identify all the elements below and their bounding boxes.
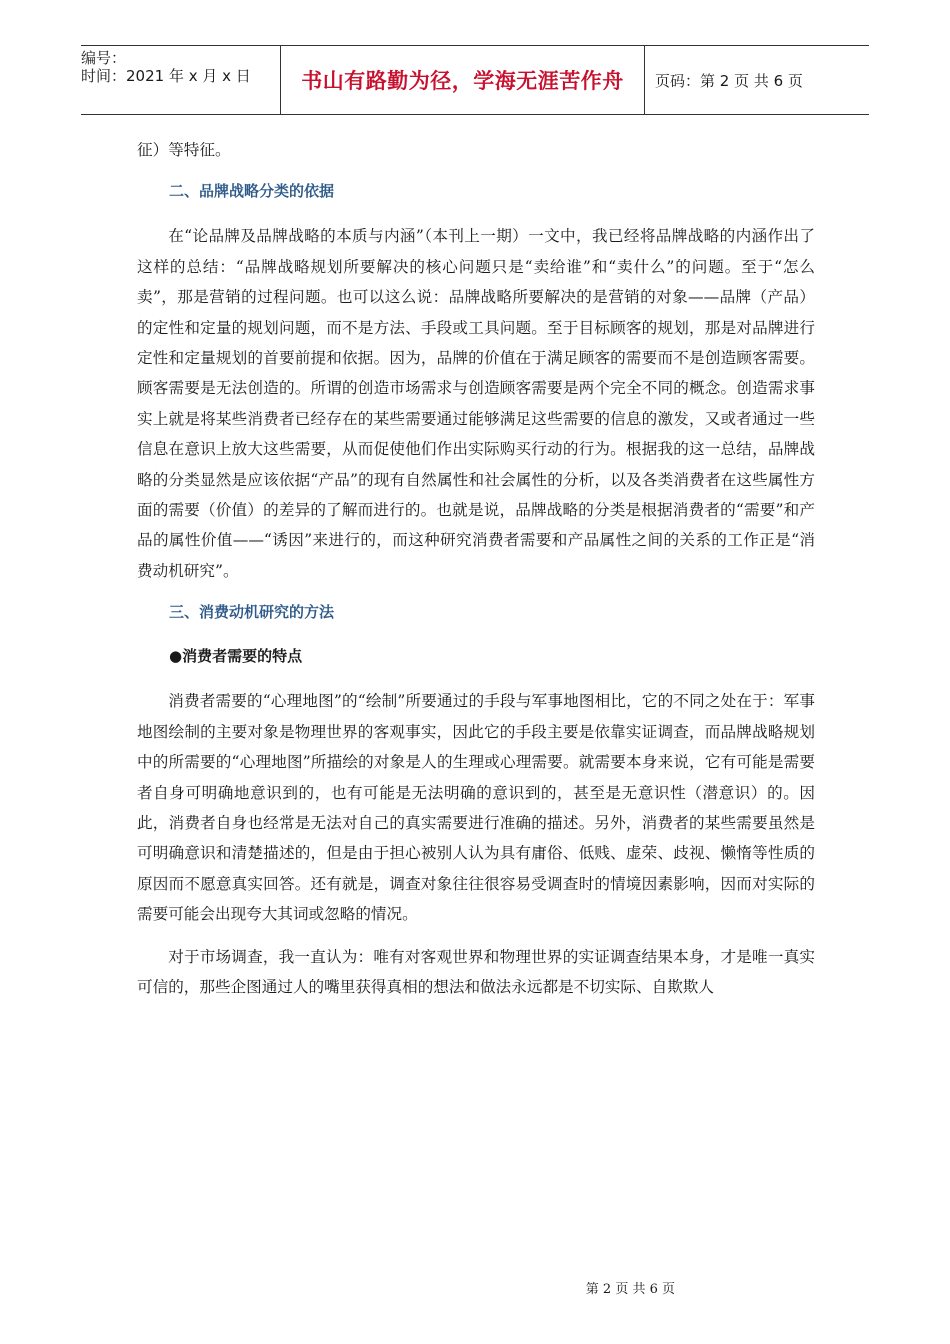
footer-page-label: 第 2 页 共 6 页 bbox=[585, 1282, 675, 1297]
page-header bbox=[81, 45, 869, 115]
section-heading-2: 二、品牌战略分类的依据 bbox=[169, 182, 335, 201]
header-page-label: 页码：第 2 页 共 6 页 bbox=[655, 71, 803, 90]
paragraph-market-research: 对于市场调查，我一直认为：唯有对客观世界和物理世界的实证调查结果本身，才是唯一真实可信的，那些企图通过人的嘴里获得真相的想法和做法永远都是不切实际、自欺欺人 bbox=[137, 947, 815, 996]
paragraph-brand-strategy: 在“论品牌及品牌战略的本质与内涵”（本刊上一期）一文中，我已经将品牌战略的内涵作出了这样的总结：“品牌战略规划所要解决的核心问题只是“卖给谁”和“卖什么”的问题。至于“怎么卖”，那是营销的过程问题。也可以这么说：品牌战略所要解决的是营销的对象——品牌（产品）的定性和定量的规划问题，而不是方法、手段或工具问题。至于目标顾客的规划，那是对品牌进行定性和定量规划的首要前提和依据。因为，品牌的价值在于满足顾客的需要而不是创造顾客需要。顾客需要是无法创造的。所谓的创造市场需求与创造顾客需要是两个完全不同的概念。创造需求事实上就是将某些消费者已经存在的某些需要通过能够满足这些需要的信息的激发，又或者通过一些信息在意识上放大这些需要，从而促使他们作出实际购买行动的行为。根据我的这一总结，品牌战略的分类显然是应该依据“产品”的现有自然属性和社会属性的分析，以及各类消费者在这些属性方面的需要（价值）的差异的了解而进行的。也就是说，品牌战略的分类是根据消费者的“需要”和产品的属性价值——“诱因”来进行的，而这种研究消费者需要和产品属性之间的关系的工作正是“消费动机研究”。 bbox=[137, 227, 815, 580]
subheading-consumer-needs: ●消费者需要的特点 bbox=[169, 647, 303, 666]
page-footer bbox=[0, 1278, 950, 1297]
section-heading-3: 三、消费动机研究的方法 bbox=[169, 603, 335, 622]
number-label: 编号： bbox=[81, 49, 127, 67]
header-motto: 书山有路勤为径，学海无涯苦作舟 bbox=[281, 46, 645, 114]
paragraph-consumer-needs: 消费者需要的“心理地图”的“绘制”所要通过的手段与军事地图相比，它的不同之处在于：军事地图绘制的主要对象是物理世界的客观事实，因此它的手段主要是依靠实证调查，而品牌战略规划中的所需要的“心理地图”所描绘的对象是人的生理或心理需要。就需要本身来说，它有可能是需要者自身可明确地意识到的，也有可能是无法明确的意识到的，甚至是无意识性（潜意识）的。因此，消费者自身也经常是无法对自己的真实需要进行准确的描述。另外，消费者的某些需要虽然是可明确意识和清楚描述的，但是由于担心被别人认为具有庸俗、低贱、虚荣、歧视、懒惰等性质的原因而不愿意真实回答。还有就是，调查对象往往很容易受调查时的情境因素影响，因而对实际的需要可能会出现夸大其词或忽略的情况。 bbox=[137, 692, 815, 924]
document-body bbox=[137, 135, 815, 1014]
paragraph-continuation: 征）等特征。 bbox=[137, 141, 231, 159]
header-meta bbox=[81, 46, 281, 114]
time-label: 时间：2021 年 x 月 x 日 bbox=[81, 67, 251, 85]
